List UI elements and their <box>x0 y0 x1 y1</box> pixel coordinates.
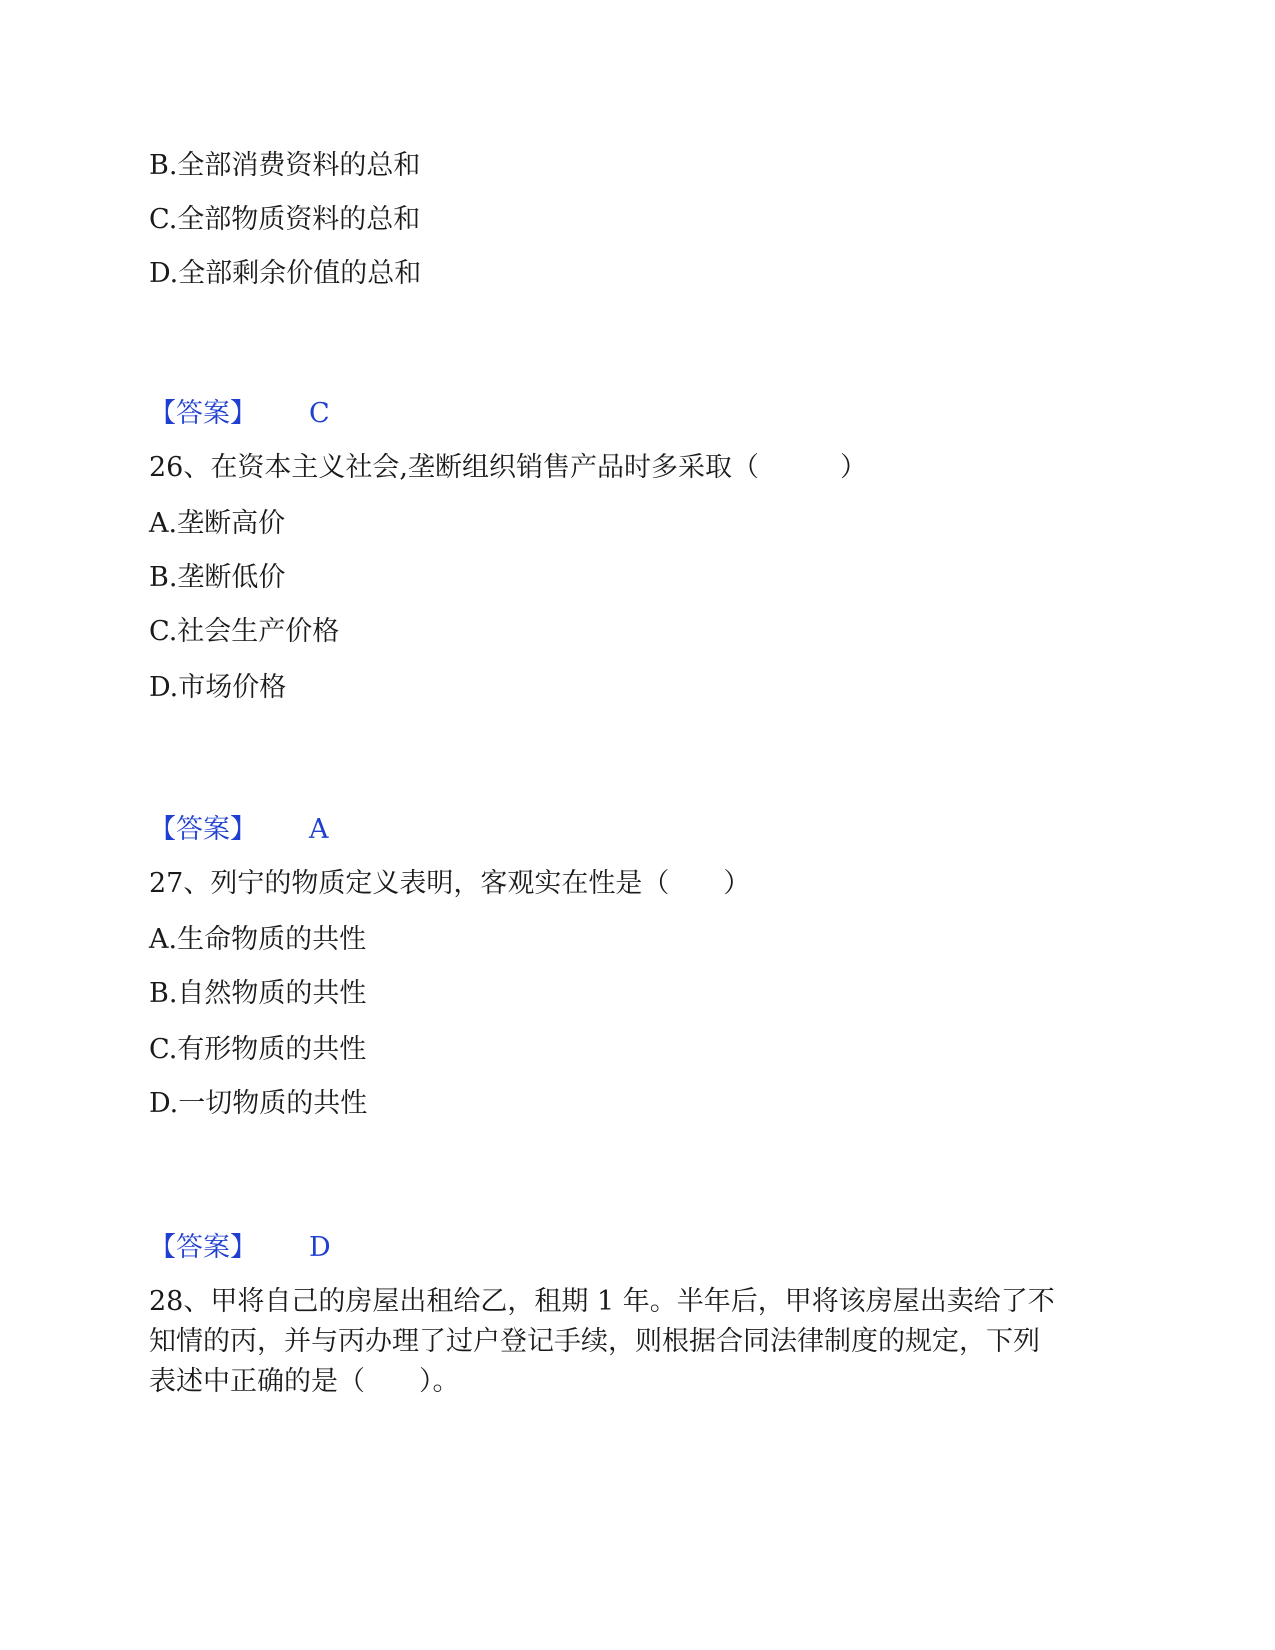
q27-option-b: B.自然物质的共性 <box>149 978 367 1009</box>
q26-option-b: B.垄断低价 <box>149 562 286 593</box>
q27-question: 27、列宁的物质定义表明，客观实在性是（ ） <box>149 868 751 899</box>
q26-option-c: C.社会生产价格 <box>149 616 340 647</box>
q26-answer <box>149 814 329 846</box>
q28-question-line: 表述中正确的是（ ）。 <box>149 1366 460 1397</box>
q27-answer <box>149 1232 331 1264</box>
answer-value: A <box>309 814 329 845</box>
q28-question-line: 28、甲将自己的房屋出租给乙，租期 1 年。半年后，甲将该房屋出卖给了不 <box>149 1286 1055 1317</box>
q28-question <box>149 1282 1109 1402</box>
q27-option-a: A.生命物质的共性 <box>149 924 367 955</box>
q27-option-d: D.一切物质的共性 <box>149 1088 368 1119</box>
q27-option-c: C.有形物质的共性 <box>149 1034 367 1065</box>
q25-option-d: D.全部剩余价值的总和 <box>149 258 422 289</box>
q28-question-line: 知情的丙，并与丙办理了过户登记手续，则根据合同法律制度的规定，下列 <box>149 1326 1040 1357</box>
answer-label: 【答案】 <box>149 814 257 845</box>
answer-label: 【答案】 <box>149 398 257 429</box>
q25-answer <box>149 398 330 430</box>
q25-option-c: C.全部物质资料的总和 <box>149 204 421 235</box>
answer-value: C <box>309 398 330 429</box>
q26-option-a: A.垄断高价 <box>149 508 286 539</box>
q25-option-b: B.全部消费资料的总和 <box>149 150 421 181</box>
answer-value: D <box>309 1232 331 1263</box>
q26-question: 26、在资本主义社会,垄断组织销售产品时多采取（ ） <box>149 452 867 483</box>
answer-label: 【答案】 <box>149 1232 257 1263</box>
q26-option-d: D.市场价格 <box>149 672 287 703</box>
